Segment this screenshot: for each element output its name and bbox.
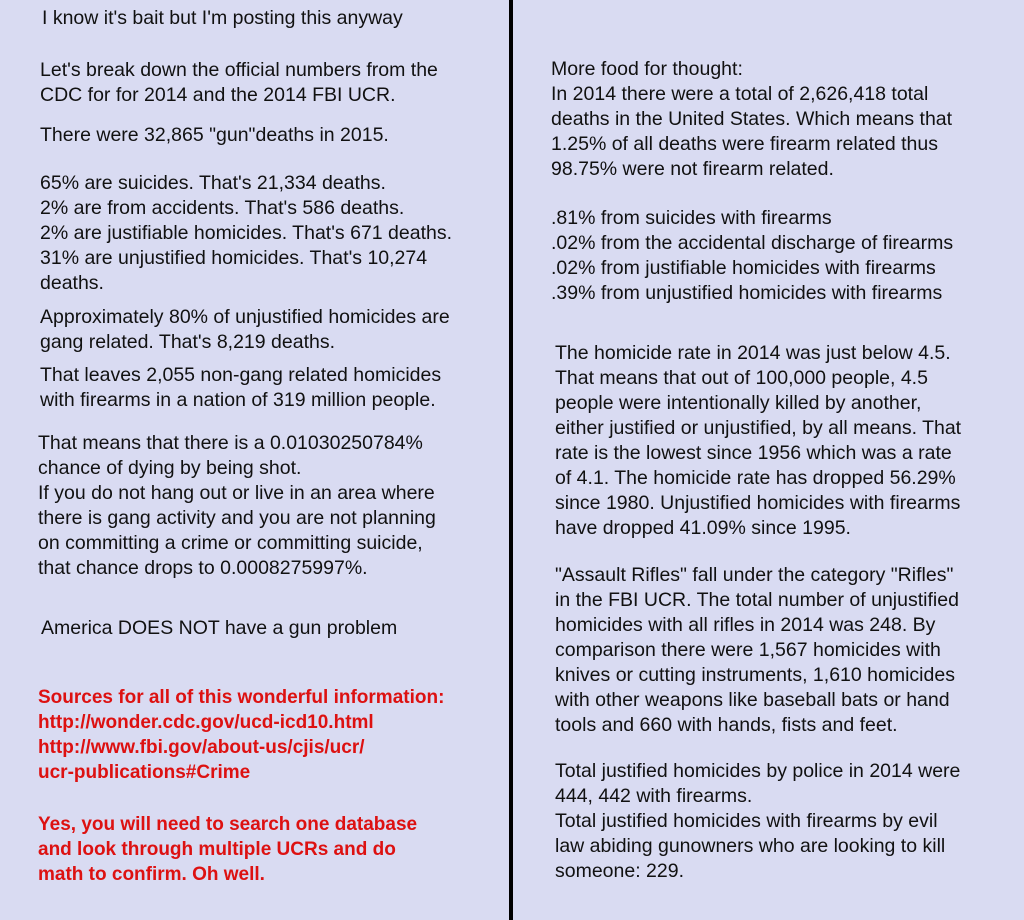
column-divider xyxy=(509,0,513,920)
chance-paragraph: That means that there is a 0.01030250784% chance of dying by being shot. If you do not hang out or live in an area where there is gang activity and you are not planning on committing a crime or committing suicide, that chance drops to 0.0008275997%. xyxy=(38,432,436,579)
non-gang-paragraph: That leaves 2,055 non-gang related homicides with firearms in a nation of 319 million people. xyxy=(40,364,442,411)
gang-paragraph: Approximately 80% of unjustified homicides are gang related. That's 8,219 deaths. xyxy=(40,306,450,353)
note-paragraph: Yes, you will need to search one database and look through multiple UCRs and do math to confirm. Oh well. xyxy=(38,814,418,885)
source-link-cdc: http://wonder.cdc.gov/ucd-icd10.html xyxy=(38,712,374,733)
homicide-rate-paragraph: The homicide rate in 2014 was just below 4.5. That means that out of 100,000 people, 4.5 people were intentionally killed by another, either justified or unjustified, by all means. That rate is the lowest since 1956 which was a rate of 4.1. The homicide rate has dropped 56.29% since 1980. Unjustified homicides with firearms have dropped 41.09% since 1995. xyxy=(555,342,962,539)
food-paragraph: More food for thought: In 2014 there were a total of 2,626,418 total deaths in the United States. Which means that 1.25% of all deaths were firearm related thus 98.75% were not firearm related. xyxy=(551,58,953,180)
rifles-paragraph: "Assault Rifles" fall under the category "Rifles" in the FBI UCR. The total number of unjustified homicides with all rifles in 2014 was 248. By comparison there were 1,567 homicides with knives or cutting instruments, 1,610 homicides with other weapons like baseball bats or hand tools and 660 with hands, fists and feet. xyxy=(555,564,959,736)
justified-paragraph: Total justified homicides by police in 2014 were 444, 442 with firearms. Total justified homicides with firearms by evil law abiding gunowners who are looking to kill someone: 229. xyxy=(555,760,961,882)
post-header: I know it's bait but I'm posting this anyway xyxy=(42,7,403,29)
percentages-paragraph: .81% from suicides with firearms .02% from the accidental discharge of firearms .02% from justifiable homicides with firearms .39% from unjustified homicides with firearms xyxy=(551,207,954,304)
sources-paragraph: Sources for all of this wonderful information: http://wonder.cdc.gov/ucd-icd10.html http://www.fbi.gov/about-us/cjis/ucr/ ucr-publications#Crime xyxy=(38,687,445,783)
breakdown-paragraph: 65% are suicides. That's 21,334 deaths. 2% are from accidents. That's 586 deaths. 2% are justifiable homicides. That's 671 deaths. 31% are unjustified homicides. That's 10,274 deaths. xyxy=(40,172,453,294)
conclusion-paragraph: America DOES NOT have a gun problem xyxy=(41,617,398,639)
source-link-fbi-cont: ucr-publications#Crime xyxy=(38,762,251,783)
source-link-fbi: http://www.fbi.gov/about-us/cjis/ucr/ xyxy=(38,737,365,758)
gun-deaths-paragraph: There were 32,865 "gun"deaths in 2015. xyxy=(40,124,389,146)
intro-paragraph: Let's break down the official numbers from the CDC for for 2014 and the 2014 FBI UCR. xyxy=(40,59,438,106)
